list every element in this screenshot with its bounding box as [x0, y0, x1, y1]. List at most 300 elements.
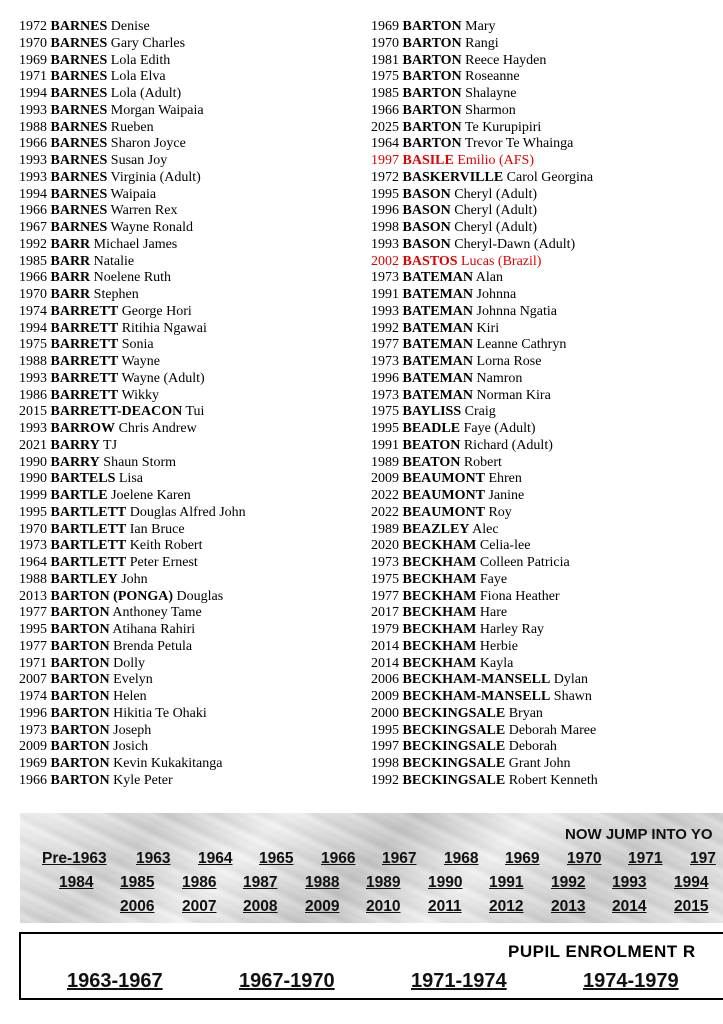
entry-given-names: Helen: [113, 689, 147, 704]
entry-given-names: Dylan: [553, 672, 589, 688]
enrolment-entry: [19, 471, 246, 488]
entry-year: 1964: [19, 555, 47, 570]
year-link-pre-1963[interactable]: Pre-1963: [42, 850, 107, 867]
enrolment-entry: [371, 589, 598, 606]
entry-surname: BARNES: [50, 35, 108, 51]
enrolment-entry: [371, 471, 598, 488]
entry-given-names: Lisa: [118, 471, 143, 487]
enrolment-entry: [371, 605, 598, 622]
enrolment-entry: [371, 672, 598, 689]
entry-given-names: Josich: [113, 739, 149, 755]
entry-year: 1969: [19, 52, 47, 68]
entry-given-names: Joelene Karen: [111, 488, 191, 503]
entry-given-names: Craig: [464, 404, 496, 420]
entry-given-names: Lucas (Brazil): [461, 253, 542, 269]
entry-year: 1970: [19, 35, 47, 51]
entry-given-names: Bryan: [508, 705, 543, 721]
entry-given-names: Fiona Heather: [479, 588, 560, 604]
entry-surname: BARTLETT: [50, 538, 127, 554]
year-link-2008[interactable]: 2008: [243, 898, 278, 915]
entry-year: 1988: [19, 571, 47, 587]
entry-given-names: Te Kurupipiri: [464, 119, 542, 135]
entry-year: 1996: [371, 370, 399, 386]
entry-given-names: Norman Kira: [476, 387, 551, 403]
enrolment-entry: [371, 321, 598, 338]
entry-year: 1989: [371, 454, 399, 470]
entry-surname: BATEMAN: [402, 270, 474, 286]
entry-surname: BARRY: [50, 454, 100, 470]
entry-given-names: Reece Hayden: [465, 52, 547, 68]
entry-year: 1967: [19, 220, 47, 235]
year-link-1991[interactable]: 1991: [489, 874, 524, 891]
enrolment-entry: [19, 120, 246, 137]
entry-given-names: Cheryl (Adult): [454, 186, 538, 202]
enrolment-entry: [19, 103, 246, 120]
entry-surname: BARTON: [50, 705, 110, 721]
entry-given-names: Douglas: [176, 588, 224, 604]
year-link-1969[interactable]: 1969: [505, 850, 540, 867]
entry-year: 1997: [371, 153, 399, 168]
enrolment-entry: [19, 321, 246, 338]
entry-year: 1985: [371, 86, 399, 101]
enrolment-records-title: PUPIL ENROLMENT R: [508, 942, 696, 961]
entry-year: 1966: [19, 270, 47, 286]
entry-surname: BARRETT: [50, 303, 119, 319]
enrolment-entry: [371, 488, 598, 505]
year-link-1967[interactable]: 1967: [382, 850, 417, 867]
range-link-1967-1970[interactable]: 1967-1970: [239, 970, 335, 992]
entry-surname: BARNES: [50, 86, 108, 101]
entry-surname: BARTLETT: [50, 555, 127, 570]
enrolment-entry: [371, 438, 598, 455]
entry-surname: BASON: [402, 186, 451, 202]
entry-surname: BASTOS: [402, 253, 458, 269]
year-link-1987[interactable]: 1987: [243, 874, 278, 891]
enrolment-entry: [19, 572, 246, 589]
entry-given-names: Celia-lee: [479, 538, 531, 554]
entry-given-names: Keith Robert: [129, 538, 203, 554]
entry-year: 1966: [371, 102, 399, 118]
entry-surname: BEAUMONT: [402, 471, 485, 487]
enrolment-entry: [19, 86, 246, 103]
entry-given-names: Hare: [479, 605, 508, 621]
entry-year: 1964: [371, 136, 399, 152]
entry-given-names: Denise: [110, 19, 150, 34]
entry-given-names: Kyle Peter: [113, 772, 173, 788]
entry-given-names: Waipaia: [110, 186, 157, 202]
entry-year: 1993: [371, 236, 399, 252]
entry-given-names: Stephen: [93, 287, 139, 302]
year-link-2012[interactable]: 2012: [489, 898, 524, 915]
entry-given-names: Trevor Te Whainga: [464, 136, 574, 152]
year-link-2013[interactable]: 2013: [551, 898, 586, 915]
enrolment-entry: [19, 605, 246, 622]
year-link-1990[interactable]: 1990: [428, 874, 463, 891]
entry-given-names: Lola Edith: [110, 52, 171, 68]
enrolment-entry: [371, 572, 598, 589]
entry-year: 1992: [19, 236, 47, 252]
enrolment-entry: [371, 220, 598, 237]
entry-surname: BARR: [50, 287, 91, 302]
entry-surname: BARNES: [50, 69, 108, 85]
entry-year: 1993: [19, 421, 47, 436]
enrolment-entry: [371, 756, 598, 773]
entry-surname: BARRETT: [50, 320, 119, 336]
entry-given-names: Wayne Ronald: [110, 220, 194, 235]
enrolment-list-right: [371, 19, 598, 790]
entry-surname: BATEMAN: [402, 287, 474, 302]
enrolment-entry: [371, 505, 598, 522]
year-link-1984[interactable]: 1984: [59, 874, 94, 891]
year-link-1965[interactable]: 1965: [259, 850, 294, 867]
entry-given-names: Robert Kenneth: [508, 772, 598, 788]
enrolment-entry: [371, 404, 598, 421]
entry-surname: BARTON: [50, 722, 110, 738]
enrolment-entry: [19, 589, 246, 606]
entry-year: 1988: [19, 354, 47, 369]
entry-surname: BARTON: [402, 86, 462, 101]
entry-surname: BEAZLEY: [402, 521, 470, 537]
entry-surname: BECKHAM: [402, 622, 477, 637]
entry-year: 1986: [19, 387, 47, 403]
entry-surname: BARR: [50, 270, 91, 286]
entry-given-names: Kayla: [479, 655, 514, 671]
enrolment-entry: [19, 354, 246, 371]
entry-surname: BECKHAM: [402, 655, 477, 671]
entry-year: 1969: [19, 756, 47, 771]
entry-surname: BARTLE: [50, 488, 108, 503]
entry-year: 1998: [371, 220, 399, 235]
entry-year: 1975: [371, 404, 399, 420]
entry-surname: BECKHAM: [402, 571, 477, 587]
entry-given-names: Tui: [185, 404, 205, 420]
entry-surname: BARRETT: [50, 337, 119, 353]
entry-given-names: Emilio (AFS): [457, 153, 534, 168]
entry-surname: BECKHAM: [402, 555, 477, 570]
entry-given-names: Roseanne: [465, 69, 520, 85]
year-link-1968[interactable]: 1968: [444, 850, 479, 867]
year-link-1963[interactable]: 1963: [136, 850, 171, 867]
enrolment-entry: [371, 270, 598, 287]
year-link-1970[interactable]: 1970: [567, 850, 602, 867]
entry-surname: BECKHAM: [402, 588, 477, 604]
entry-year: 1991: [371, 437, 399, 453]
year-link-2006[interactable]: 2006: [120, 898, 155, 915]
enrolment-list-left: [19, 19, 246, 790]
entry-given-names: Janine: [488, 488, 525, 503]
year-link-1964[interactable]: 1964: [198, 850, 233, 867]
enrolment-entry: [19, 723, 246, 740]
entry-given-names: Shalayne: [465, 86, 517, 101]
entry-given-names: Roy: [488, 504, 512, 520]
enrolment-entry: [19, 739, 246, 756]
enrolment-entry: [371, 170, 598, 187]
enrolment-entry: [371, 153, 598, 170]
enrolment-entry: [19, 756, 246, 773]
entry-surname: BATEMAN: [402, 337, 474, 353]
enrolment-entry: [371, 538, 598, 555]
entry-year: 2014: [371, 638, 399, 654]
entry-surname: BARTLEY: [50, 571, 118, 587]
entry-year: 1975: [19, 337, 47, 353]
entry-given-names: Ian Bruce: [129, 521, 185, 537]
entry-year: 2006: [371, 672, 399, 688]
entry-given-names: Wayne (Adult): [121, 370, 205, 386]
entry-surname: BASILE: [402, 153, 454, 168]
enrolment-entry: [19, 287, 246, 304]
entry-surname: BEATON: [402, 437, 461, 453]
year-link-1988[interactable]: 1988: [305, 874, 340, 891]
entry-year: 1973: [19, 722, 47, 738]
entry-surname: BASON: [402, 203, 451, 219]
enrolment-entry: [371, 203, 598, 220]
entry-given-names: Warren Rex: [110, 203, 178, 219]
year-link-2014[interactable]: 2014: [612, 898, 647, 915]
entry-surname: BARTON: [50, 689, 110, 704]
enrolment-entry: [19, 689, 246, 706]
range-link-1963-1967[interactable]: 1963-1967: [67, 970, 163, 992]
entry-surname: BECKINGSALE: [402, 739, 506, 755]
entry-surname: BARTELS: [50, 471, 116, 487]
enrolment-entry: [371, 639, 598, 656]
year-link-1966[interactable]: 1966: [321, 850, 356, 867]
enrolment-entry: [19, 555, 246, 572]
entry-given-names: Namron: [476, 370, 523, 386]
entry-year: 1995: [19, 622, 47, 637]
entry-year: 2009: [371, 471, 399, 487]
year-link-1989[interactable]: 1989: [366, 874, 401, 891]
year-link-1992[interactable]: 1992: [551, 874, 586, 891]
entry-year: 1966: [19, 772, 47, 788]
entry-year: 1974: [19, 689, 47, 704]
enrolment-entry: [371, 237, 598, 254]
entry-given-names: Johnna: [476, 287, 517, 302]
entry-year: 1966: [19, 203, 47, 219]
entry-year: 1977: [371, 588, 399, 604]
enrolment-entry: [19, 404, 246, 421]
jump-heading: NOW JUMP INTO YO: [565, 826, 713, 843]
entry-year: 2017: [371, 605, 399, 621]
entry-given-names: Peter Ernest: [129, 555, 198, 570]
enrolment-entry: [19, 237, 246, 254]
entry-surname: BATEMAN: [402, 320, 474, 336]
year-link-1994[interactable]: 1994: [674, 874, 709, 891]
entry-given-names: Douglas Alfred John: [129, 504, 246, 520]
entry-surname: BECKINGSALE: [402, 705, 506, 721]
year-link-1985[interactable]: 1985: [120, 874, 155, 891]
entry-given-names: Anthoney Tame: [112, 605, 202, 621]
entry-year: 1990: [19, 471, 47, 487]
entry-year: 1973: [371, 555, 399, 570]
entry-year: 1966: [19, 136, 47, 152]
entry-year: 1997: [371, 739, 399, 755]
entry-year: 2000: [371, 705, 399, 721]
entry-given-names: Grant John: [508, 756, 571, 771]
entry-year: 1990: [19, 454, 47, 470]
year-link-2007[interactable]: 2007: [182, 898, 217, 915]
entry-given-names: Leanne Cathryn: [476, 337, 567, 353]
enrolment-entry: [19, 254, 246, 271]
entry-given-names: Ritihia Ngawai: [121, 320, 207, 336]
entry-year: 1973: [371, 270, 399, 286]
enrolment-entry: [371, 19, 598, 36]
entry-given-names: Shaun Storm: [103, 454, 177, 470]
entry-given-names: Lola Elva: [110, 69, 166, 85]
entry-surname: BARRETT: [50, 387, 119, 403]
entry-year: 1994: [19, 186, 47, 202]
entry-year: 2007: [19, 672, 47, 688]
entry-year: 1977: [371, 337, 399, 353]
enrolment-entry: [371, 371, 598, 388]
entry-surname: BARROW: [50, 421, 116, 436]
enrolment-entry: [371, 656, 598, 673]
enrolment-entry: [371, 689, 598, 706]
entry-year: 1993: [19, 153, 47, 168]
entry-given-names: Wayne: [121, 354, 160, 369]
entry-year: 1992: [371, 772, 399, 788]
entry-year: 1991: [371, 287, 399, 302]
entry-surname: BATEMAN: [402, 370, 474, 386]
enrolment-entry: [19, 488, 246, 505]
entry-surname: BECKINGSALE: [402, 756, 506, 771]
entry-surname: BASON: [402, 220, 451, 235]
enrolment-entry: [371, 86, 598, 103]
entry-surname: BECKINGSALE: [402, 772, 506, 788]
entry-year: 1971: [19, 69, 47, 85]
enrolment-entry: [19, 371, 246, 388]
entry-surname: BARNES: [50, 186, 108, 202]
enrolment-entry: [371, 36, 598, 53]
year-link-1993[interactable]: 1993: [612, 874, 647, 891]
entry-surname: BATEMAN: [402, 387, 474, 403]
entry-year: 1998: [371, 756, 399, 771]
enrolment-entry: [371, 522, 598, 539]
range-link-1974-1979[interactable]: 1974-1979: [583, 970, 679, 992]
entry-given-names: Kevin Kukakitanga: [113, 756, 223, 771]
entry-given-names: Harley Ray: [479, 622, 545, 637]
entry-given-names: Robert: [463, 454, 502, 470]
entry-surname: BARTON: [50, 772, 110, 788]
enrolment-entry: [371, 254, 598, 271]
entry-surname: BEAUMONT: [402, 488, 485, 503]
entry-surname: BARTON: [402, 102, 462, 118]
year-link-2015[interactable]: 2015: [674, 898, 709, 915]
entry-given-names: Wikky: [121, 387, 159, 403]
entry-given-names: Sharmon: [465, 102, 516, 118]
enrolment-entry: [19, 153, 246, 170]
entry-surname: BARTLETT: [50, 504, 127, 520]
entry-surname: BARNES: [50, 136, 108, 152]
entry-year: 1974: [19, 303, 47, 319]
enrolment-entry: [19, 170, 246, 187]
enrolment-entry: [19, 455, 246, 472]
entry-surname: BARTON: [50, 622, 110, 637]
enrolment-entry: [371, 287, 598, 304]
enrolment-entry: [19, 622, 246, 639]
entry-given-names: George Hori: [121, 303, 192, 319]
entry-year: 1993: [19, 102, 47, 118]
enrolment-entry: [19, 706, 246, 723]
range-link-1971-1974[interactable]: 1971-1974: [411, 970, 507, 992]
entry-given-names: Shawn: [553, 689, 592, 704]
entry-year: 2022: [371, 488, 399, 503]
entry-given-names: Faye (Adult): [463, 421, 536, 436]
entry-year: 1995: [371, 421, 399, 436]
enrolment-entry: [19, 337, 246, 354]
year-link-2011[interactable]: 2011: [428, 898, 462, 915]
entry-year: 2014: [371, 655, 399, 671]
entry-surname: BASKERVILLE: [402, 169, 504, 185]
year-link-2009[interactable]: 2009: [305, 898, 340, 915]
entry-surname: BARTON: [50, 655, 110, 671]
entry-year: 1999: [19, 488, 47, 503]
entry-surname: BARTON: [50, 739, 110, 755]
entry-year: 1994: [19, 320, 47, 336]
year-link-1971[interactable]: 1971: [628, 850, 663, 867]
year-link-1986[interactable]: 1986: [182, 874, 217, 891]
entry-surname: BARNES: [50, 102, 108, 118]
enrolment-entry: [371, 187, 598, 204]
entry-given-names: Deborah Maree: [508, 722, 597, 738]
entry-given-names: TJ: [103, 437, 118, 453]
entry-year: 1985: [19, 253, 47, 269]
enrolment-entry: [371, 739, 598, 756]
enrolment-entry: [371, 136, 598, 153]
entry-surname: BARTON: [50, 672, 110, 688]
enrolment-entry: [19, 639, 246, 656]
entry-given-names: Morgan Waipaia: [110, 102, 204, 118]
entry-surname: BATEMAN: [402, 303, 474, 319]
enrolment-entry: [19, 36, 246, 53]
entry-year: 1994: [19, 86, 47, 101]
enrolment-entry: [371, 69, 598, 86]
entry-surname: BECKHAM: [402, 638, 477, 654]
enrolment-entry: [371, 304, 598, 321]
entry-surname: BARTON: [50, 756, 110, 771]
entry-given-names: Herbie: [479, 638, 518, 654]
entry-year: 1989: [371, 521, 399, 537]
entry-given-names: Evelyn: [113, 672, 153, 688]
entry-surname: BEATON: [402, 454, 461, 470]
entry-surname: BARNES: [50, 220, 108, 235]
enrolment-entry: [371, 120, 598, 137]
enrolment-entry: [19, 388, 246, 405]
entry-given-names: Michael James: [93, 236, 178, 252]
entry-year: 1971: [19, 655, 47, 671]
entry-year: 1970: [371, 35, 399, 51]
entry-given-names: Carol Georgina: [506, 169, 594, 185]
entry-given-names: Joseph: [113, 722, 152, 738]
entry-surname: BARRETT: [50, 354, 119, 369]
entry-given-names: Dolly: [113, 655, 146, 671]
entry-year: 1988: [19, 119, 47, 135]
enrolment-entry: [371, 421, 598, 438]
entry-surname: BARTON: [50, 638, 110, 654]
entry-year: 1977: [19, 605, 47, 621]
year-link-2010[interactable]: 2010: [366, 898, 401, 915]
entry-surname: BARRETT-DEACON: [50, 404, 183, 420]
year-link-1972[interactable]: 197: [690, 850, 716, 867]
entry-given-names: Alan: [475, 270, 503, 286]
entry-surname: BATEMAN: [402, 354, 474, 369]
entry-year: 1993: [19, 370, 47, 386]
entry-year: 1996: [371, 203, 399, 219]
enrolment-entry: [371, 455, 598, 472]
entry-given-names: Faye: [479, 571, 508, 587]
entry-given-names: Natalie: [93, 253, 135, 269]
entry-surname: BARTON: [402, 69, 462, 85]
entry-surname: BARNES: [50, 169, 108, 185]
